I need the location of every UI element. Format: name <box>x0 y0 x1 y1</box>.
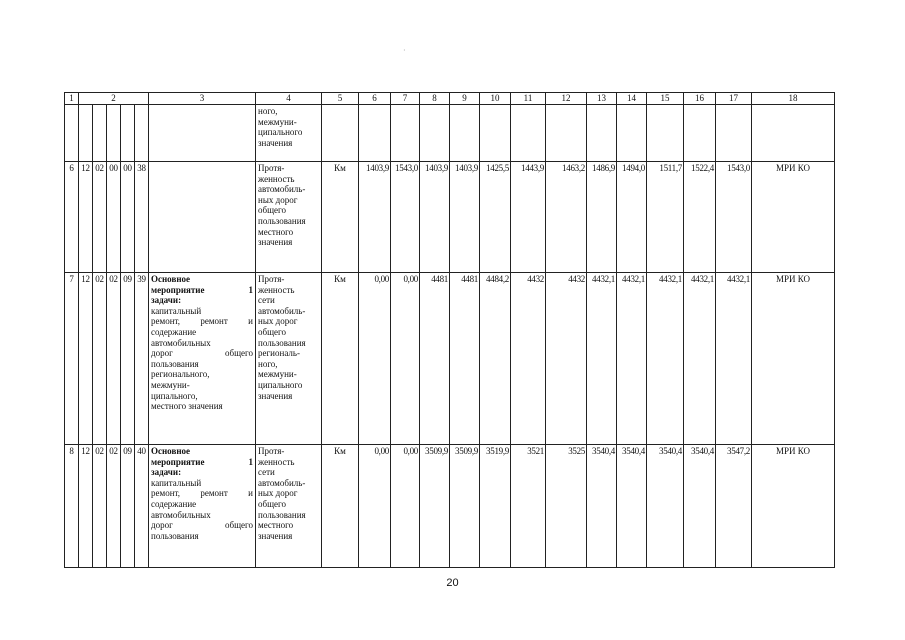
indicator-line: пользования <box>258 215 306 226</box>
program-title-word: мероприятие <box>151 284 205 295</box>
value-cell: 1522,4 <box>684 162 716 273</box>
empty-cell <box>450 105 480 162</box>
indicator-line: женность <box>258 284 295 295</box>
page-number: 20 <box>446 577 459 589</box>
indicator-line: пользования <box>258 337 306 348</box>
program-line <box>151 327 253 338</box>
empty-cell <box>420 105 450 162</box>
code-cell: 12 <box>79 445 93 568</box>
value-cell: 3509,9 <box>420 445 450 568</box>
value-cell: 4432 <box>546 273 587 445</box>
header-cell-7: 7 <box>391 93 420 105</box>
code-cell: 02 <box>93 445 107 568</box>
indicator-line: значения <box>258 237 293 248</box>
program-line <box>151 520 253 531</box>
indicator-cell <box>256 162 322 273</box>
value-cell: 4481 <box>420 273 450 445</box>
header-cell-9: 9 <box>450 93 480 105</box>
empty-cell <box>752 105 835 162</box>
table-row <box>65 445 835 568</box>
indicator-line: женность <box>258 456 295 467</box>
code-cell: 00 <box>107 162 121 273</box>
program-word: ремонт, <box>151 488 181 499</box>
program-word: автомобильных <box>151 337 211 348</box>
empty-cell <box>93 105 107 162</box>
value-cell: 4484,2 <box>480 273 511 445</box>
row-number: 7 <box>65 273 79 445</box>
indicator-line: ципального <box>258 379 303 390</box>
program-title-word: 1 <box>248 456 253 467</box>
empty-cell <box>107 105 121 162</box>
value-cell: 3509,9 <box>450 445 480 568</box>
program-line <box>151 316 253 327</box>
value-cell: 4432,1 <box>617 273 647 445</box>
program-title: Основное <box>151 446 190 456</box>
program-title-tail: задачи: <box>151 467 182 478</box>
indicator-line: общего <box>258 326 286 337</box>
responsible-cell: МРИ КО <box>752 162 835 273</box>
empty-cell <box>684 105 716 162</box>
value-cell: 1403,9 <box>420 162 450 273</box>
program-cell <box>149 273 256 445</box>
indicator-line: местного <box>258 520 294 531</box>
table-row <box>65 273 835 445</box>
indicator-cell <box>256 445 322 568</box>
code-cell: 02 <box>107 273 121 445</box>
header-cell-13: 13 <box>587 93 617 105</box>
program-word: общего <box>225 520 253 531</box>
unit-cell: Км <box>322 162 359 273</box>
empty-cell <box>546 105 587 162</box>
code-cell: 12 <box>79 273 93 445</box>
indicator-line: ных дорог <box>258 488 298 499</box>
program-line <box>151 359 253 370</box>
program-line <box>151 499 253 510</box>
indicator-cell <box>256 273 322 445</box>
program-title-line <box>151 285 253 296</box>
program-line <box>151 338 253 349</box>
value-cell: 1403,9 <box>450 162 480 273</box>
value-cell: 3540,4 <box>587 445 617 568</box>
code-cell: 39 <box>135 273 149 445</box>
value-cell: 3525 <box>546 445 587 568</box>
value-cell: 3540,4 <box>647 445 684 568</box>
program-word: автомобильных <box>151 509 211 520</box>
indicator-line: ного, <box>258 358 278 369</box>
value-cell: 0,00 <box>359 273 391 445</box>
unit-cell: Км <box>322 273 359 445</box>
program-line <box>151 348 253 359</box>
empty-cell <box>587 105 617 162</box>
program-line <box>151 531 253 542</box>
empty-cell <box>65 105 79 162</box>
indicator-line: автомобиль- <box>258 477 306 488</box>
empty-cell <box>322 105 359 162</box>
indicator-line: межмуни- <box>258 116 297 127</box>
code-cell: 02 <box>107 445 121 568</box>
header-cell-16: 16 <box>684 93 716 105</box>
indicator-line: женность <box>258 173 295 184</box>
program-title-line <box>151 457 253 468</box>
indicator-line: автомобиль- <box>258 184 306 195</box>
value-cell: 0,00 <box>391 273 420 445</box>
program-word: ципального, <box>151 390 198 401</box>
indicator-line: Протя- <box>258 446 285 456</box>
header-row <box>65 93 835 105</box>
program-line <box>151 510 253 521</box>
empty-cell <box>617 105 647 162</box>
value-cell: 1463,2 <box>546 162 587 273</box>
value-cell: 0,00 <box>359 445 391 568</box>
program-line <box>151 488 253 499</box>
value-cell: 3540,4 <box>617 445 647 568</box>
header-cell-12: 12 <box>546 93 587 105</box>
value-cell: 3540,4 <box>684 445 716 568</box>
program-line <box>151 380 253 391</box>
value-cell: 1486,9 <box>587 162 617 273</box>
header-cell-15: 15 <box>647 93 684 105</box>
program-title-word: мероприятие <box>151 456 205 467</box>
indicator-line: значения <box>258 530 293 541</box>
responsible-cell: МРИ КО <box>752 273 835 445</box>
code-cell: 38 <box>135 162 149 273</box>
empty-cell <box>121 105 135 162</box>
table-row <box>65 162 835 273</box>
code-cell: 02 <box>93 162 107 273</box>
indicator-line: Протя- <box>258 274 285 284</box>
indicator-line: пользования <box>258 509 306 520</box>
program-title-tail: задачи: <box>151 295 182 306</box>
value-cell: 4432,1 <box>684 273 716 445</box>
empty-cell <box>391 105 420 162</box>
value-cell: 1511,7 <box>647 162 684 273</box>
indicator-line: автомобиль- <box>258 305 306 316</box>
program-word: капитальный <box>151 477 202 488</box>
value-cell: 1494,0 <box>617 162 647 273</box>
indicator-line: сети <box>258 467 275 478</box>
value-cell: 4432 <box>511 273 546 445</box>
unit-cell: Км <box>322 445 359 568</box>
value-cell: 4432,1 <box>716 273 752 445</box>
indicator-line: Протя- <box>258 163 285 173</box>
program-word: и <box>248 316 253 327</box>
header-cell-2: 2 <box>79 93 149 105</box>
indicator-line: ных дорог <box>258 316 298 327</box>
code-cell: 00 <box>121 162 135 273</box>
program-word: пользования <box>151 358 199 369</box>
code-cell: 09 <box>121 445 135 568</box>
indicator-line: значения <box>258 390 293 401</box>
header-cell-1: 1 <box>65 93 79 105</box>
program-word: дорог <box>151 348 173 359</box>
program-word: общего <box>225 348 253 359</box>
program-word: и <box>248 488 253 499</box>
code-cell: 09 <box>121 273 135 445</box>
indicator-line: межмуни- <box>258 369 297 380</box>
program-title-word: 1 <box>248 284 253 295</box>
indicator-cell <box>256 105 322 162</box>
program-line <box>151 391 253 402</box>
program-word: ремонт <box>200 316 228 327</box>
header-cell-10: 10 <box>480 93 511 105</box>
header-cell-17: 17 <box>716 93 752 105</box>
indicator-line: сети <box>258 295 275 306</box>
value-cell: 1443,9 <box>511 162 546 273</box>
code-cell: 02 <box>93 273 107 445</box>
header-cell-3: 3 <box>149 93 256 105</box>
indicator-line: ного, <box>258 106 278 116</box>
empty-cell <box>511 105 546 162</box>
value-cell: 3521 <box>511 445 546 568</box>
program-word: капитальный <box>151 305 202 316</box>
indicator-line: региональ- <box>258 348 300 359</box>
header-cell-8: 8 <box>420 93 450 105</box>
responsible-cell: МРИ КО <box>752 445 835 568</box>
header-cell-6: 6 <box>359 93 391 105</box>
value-cell: 4481 <box>450 273 480 445</box>
value-cell: 3547,2 <box>716 445 752 568</box>
value-cell: 4432,1 <box>647 273 684 445</box>
indicator-line: ных дорог <box>258 194 298 205</box>
indicator-line: местного <box>258 226 294 237</box>
program-title: Основное <box>151 274 190 284</box>
empty-cell <box>79 105 93 162</box>
program-line <box>151 369 253 380</box>
header-cell-5: 5 <box>322 93 359 105</box>
program-word: регионального, <box>151 369 210 380</box>
program-word: местного значения <box>151 401 223 412</box>
empty-cell <box>149 105 256 162</box>
program-word: содержание <box>151 326 197 337</box>
value-cell: 1425,5 <box>480 162 511 273</box>
indicator-line: общего <box>258 205 286 216</box>
program-word: ремонт, <box>151 316 181 327</box>
indicator-line: ципального <box>258 127 303 138</box>
program-word: содержание <box>151 498 197 509</box>
empty-cell <box>135 105 149 162</box>
indicator-line: общего <box>258 498 286 509</box>
program-word: дорог <box>151 520 173 531</box>
program-line <box>151 478 253 489</box>
data-table <box>64 92 835 568</box>
row-number: 6 <box>65 162 79 273</box>
program-word: межмуни- <box>151 379 190 390</box>
code-cell: 12 <box>79 162 93 273</box>
value-cell: 1543,0 <box>716 162 752 273</box>
value-cell: 1543,0 <box>391 162 420 273</box>
indicator-line: значения <box>258 137 293 148</box>
program-word: пользования <box>151 530 199 541</box>
value-cell: 0,00 <box>391 445 420 568</box>
code-cell: 40 <box>135 445 149 568</box>
empty-cell <box>716 105 752 162</box>
value-cell: 3519,9 <box>480 445 511 568</box>
program-cell <box>149 445 256 568</box>
header-cell-11: 11 <box>511 93 546 105</box>
empty-cell <box>647 105 684 162</box>
row-number: 8 <box>65 445 79 568</box>
header-cell-4: 4 <box>256 93 322 105</box>
continuation-row <box>65 105 835 162</box>
program-line <box>151 401 253 412</box>
empty-cell <box>359 105 391 162</box>
scan-speck: · <box>403 46 406 55</box>
header-cell-14: 14 <box>617 93 647 105</box>
empty-cell <box>480 105 511 162</box>
program-cell <box>149 162 256 273</box>
header-cell-18: 18 <box>752 93 835 105</box>
value-cell: 1403,9 <box>359 162 391 273</box>
value-cell: 4432,1 <box>587 273 617 445</box>
program-word: ремонт <box>200 488 228 499</box>
program-line <box>151 306 253 317</box>
